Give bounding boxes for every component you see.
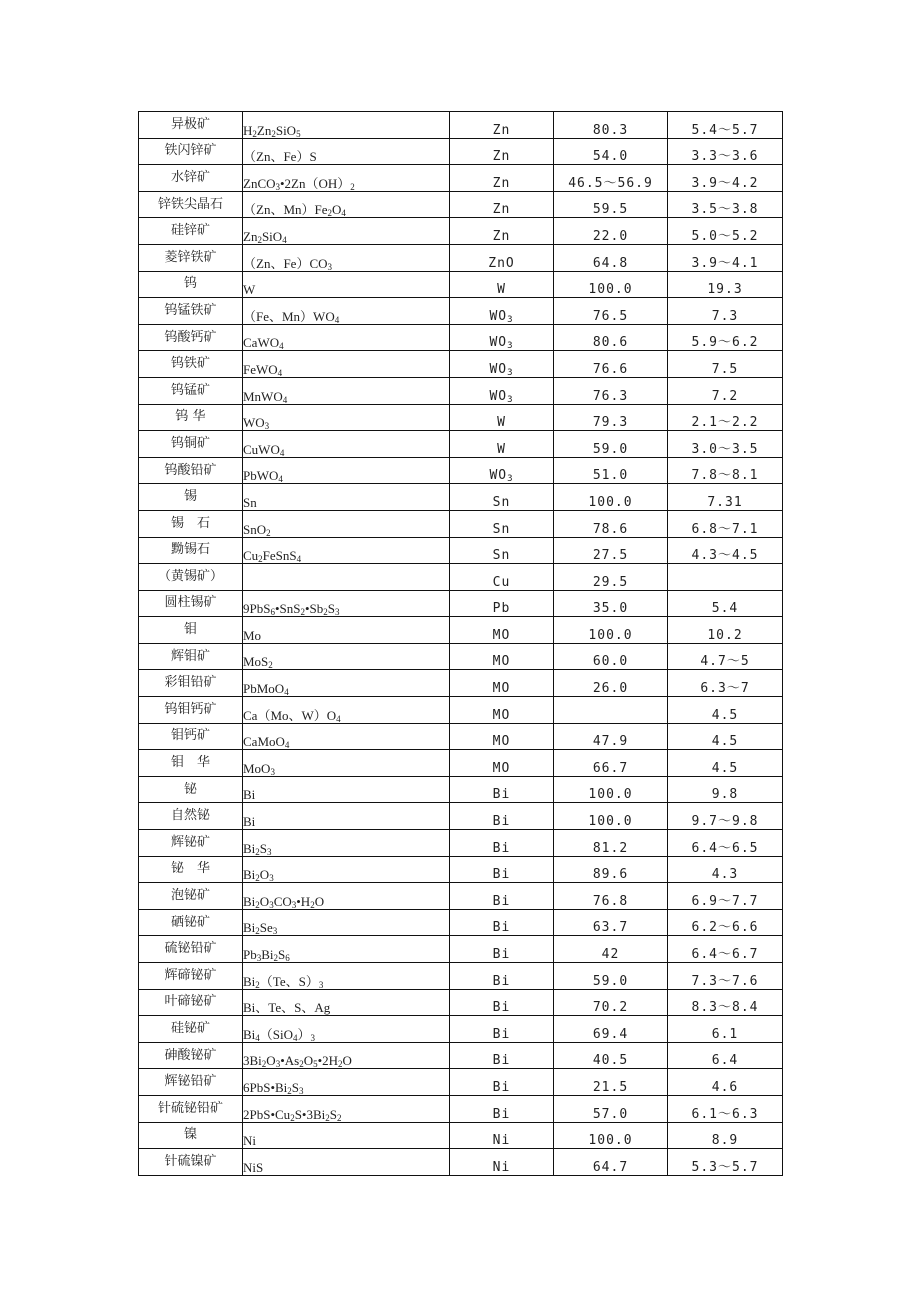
mineral-name: （黄锡矿） <box>139 564 243 591</box>
density-range: 4.5 <box>668 697 783 724</box>
density-range: 5.3～5.7 <box>668 1149 783 1176</box>
mineral-name: 钨锰铁矿 <box>139 298 243 325</box>
element-basis: MO <box>450 617 554 644</box>
table-row <box>139 750 783 777</box>
mineral-name: 辉钼矿 <box>139 643 243 670</box>
element-content: 80.3 <box>554 112 668 139</box>
density-range: 2.1～2.2 <box>668 404 783 431</box>
table-row <box>139 138 783 165</box>
mineral-name: 铋 <box>139 776 243 803</box>
element-content: 64.7 <box>554 1149 668 1176</box>
element-basis: Ni <box>450 1122 554 1149</box>
table-row <box>139 510 783 537</box>
density-range: 3.5～3.8 <box>668 191 783 218</box>
table-row <box>139 963 783 990</box>
element-content: 59.5 <box>554 191 668 218</box>
element-content: 76.8 <box>554 883 668 910</box>
density-range: 9.7～9.8 <box>668 803 783 830</box>
density-range: 8.3～8.4 <box>668 989 783 1016</box>
mineral-name: 水锌矿 <box>139 165 243 192</box>
mineral-name: 钼 <box>139 617 243 644</box>
density-range: 4.6 <box>668 1069 783 1096</box>
chemical-formula: $Bi_4(SiO_4)_3$ <box>243 1016 450 1043</box>
element-basis: Zn <box>450 112 554 139</box>
element-basis: Pb <box>450 590 554 617</box>
element-basis: W <box>450 271 554 298</box>
chemical-formula: $Cu_2FeSnS_4$ <box>243 537 450 564</box>
element-content: 79.3 <box>554 404 668 431</box>
element-content: 64.8 <box>554 244 668 271</box>
mineral-name: 钨铜矿 <box>139 431 243 458</box>
element-basis: Zn <box>450 218 554 245</box>
element-basis: Sn <box>450 484 554 511</box>
element-basis: W <box>450 404 554 431</box>
table-row <box>139 537 783 564</box>
chemical-formula: （Fe、$Mn)WO_4$ <box>243 298 450 325</box>
mineral-name: 辉铋矿 <box>139 830 243 857</box>
mineral-name: 锡 石 <box>139 510 243 537</box>
density-range: 4.3 <box>668 856 783 883</box>
table-row <box>139 883 783 910</box>
mineral-name: 针硫铋铅矿 <box>139 1095 243 1122</box>
density-range: 3.3～3.6 <box>668 138 783 165</box>
chemical-formula: Bi <box>243 803 450 830</box>
density-range: 6.4～6.7 <box>668 936 783 963</box>
mineral-name: 圆柱锡矿 <box>139 590 243 617</box>
element-basis: $WO_3$ <box>450 298 554 325</box>
element-basis: $WO_3$ <box>450 324 554 351</box>
element-basis: $WO_3$ <box>450 457 554 484</box>
element-basis: MO <box>450 697 554 724</box>
table-row <box>139 830 783 857</box>
element-content: 66.7 <box>554 750 668 777</box>
chemical-formula: $6PbS•Bi_2S_3$ <box>243 1069 450 1096</box>
element-content: 57.0 <box>554 1095 668 1122</box>
mineral-name: 异极矿 <box>139 112 243 139</box>
mineral-name: 钨铁矿 <box>139 351 243 378</box>
chemical-formula <box>243 564 450 591</box>
element-content: 100.0 <box>554 803 668 830</box>
element-basis: Bi <box>450 1042 554 1069</box>
table-row <box>139 697 783 724</box>
mineral-name: 叶碲铋矿 <box>139 989 243 1016</box>
mineral-name: 自然铋 <box>139 803 243 830</box>
density-range: 5.0～5.2 <box>668 218 783 245</box>
element-content: 100.0 <box>554 776 668 803</box>
element-content: 26.0 <box>554 670 668 697</box>
element-basis: Bi <box>450 1069 554 1096</box>
table-row <box>139 351 783 378</box>
chemical-formula: Bi <box>243 776 450 803</box>
element-basis: MO <box>450 723 554 750</box>
element-content: 89.6 <box>554 856 668 883</box>
table-row <box>139 590 783 617</box>
density-range <box>668 564 783 591</box>
chemical-formula: $2PbS•Cu_2S•3Bi_2S_2$ <box>243 1095 450 1122</box>
mineral-name: 钼钙矿 <box>139 723 243 750</box>
element-basis: MO <box>450 670 554 697</box>
chemical-formula: $ZnCO_3•2Zn(OH)_2$ <box>243 165 450 192</box>
density-range: 6.2～6.6 <box>668 909 783 936</box>
element-content: 21.5 <box>554 1069 668 1096</box>
element-basis: Bi <box>450 856 554 883</box>
table-row <box>139 324 783 351</box>
table-row <box>139 218 783 245</box>
element-content: 100.0 <box>554 1122 668 1149</box>
chemical-formula: SnO$_2$ <box>243 510 450 537</box>
mineral-name: 钼 华 <box>139 750 243 777</box>
mineral-name: 硫铋铅矿 <box>139 936 243 963</box>
density-range: 9.8 <box>668 776 783 803</box>
table-row <box>139 484 783 511</box>
chemical-formula: MoO$_3$ <box>243 750 450 777</box>
element-basis: MO <box>450 750 554 777</box>
table-row <box>139 404 783 431</box>
density-range: 6.4～6.5 <box>668 830 783 857</box>
density-range: 6.9～7.7 <box>668 883 783 910</box>
table-row <box>139 776 783 803</box>
mineral-name: 钨钼钙矿 <box>139 697 243 724</box>
table-row <box>139 643 783 670</box>
density-range: 10.2 <box>668 617 783 644</box>
density-range: 7.31 <box>668 484 783 511</box>
element-basis: Ni <box>450 1149 554 1176</box>
table-row <box>139 564 783 591</box>
chemical-formula: PbMoO$_4$ <box>243 670 450 697</box>
chemical-formula: $Bi_2S_3$ <box>243 830 450 857</box>
table-row <box>139 431 783 458</box>
density-range: 4.3～4.5 <box>668 537 783 564</box>
mineral-name: 钨锰矿 <box>139 377 243 404</box>
chemical-formula: Sn <box>243 484 450 511</box>
mineral-name: 菱锌铁矿 <box>139 244 243 271</box>
density-range: 4.5 <box>668 750 783 777</box>
element-content: 59.0 <box>554 431 668 458</box>
chemical-formula: PbWO$_4$ <box>243 457 450 484</box>
table-row <box>139 298 783 325</box>
density-range: 6.1 <box>668 1016 783 1043</box>
chemical-formula: Ni <box>243 1122 450 1149</box>
mineral-name: 钨酸铅矿 <box>139 457 243 484</box>
element-basis: Zn <box>450 138 554 165</box>
element-content: 100.0 <box>554 484 668 511</box>
element-content: 22.0 <box>554 218 668 245</box>
density-range: 6.3～7 <box>668 670 783 697</box>
density-range: 7.8～8.1 <box>668 457 783 484</box>
element-basis: Bi <box>450 936 554 963</box>
density-range: 3.9～4.1 <box>668 244 783 271</box>
element-basis: Bi <box>450 1016 554 1043</box>
chemical-formula: $WO_3$ <box>243 404 450 431</box>
table-row <box>139 191 783 218</box>
element-basis: Sn <box>450 510 554 537</box>
element-basis: MO <box>450 643 554 670</box>
element-content: 78.6 <box>554 510 668 537</box>
element-basis: Zn <box>450 191 554 218</box>
density-range: 7.5 <box>668 351 783 378</box>
mineral-name: 辉铋铅矿 <box>139 1069 243 1096</box>
density-range: 7.3～7.6 <box>668 963 783 990</box>
element-content: 76.3 <box>554 377 668 404</box>
density-range: 3.0～3.5 <box>668 431 783 458</box>
mineral-name: 辉碲铋矿 <box>139 963 243 990</box>
table-row <box>139 909 783 936</box>
element-content: 40.5 <box>554 1042 668 1069</box>
table-row <box>139 112 783 139</box>
table-row <box>139 377 783 404</box>
element-basis: Bi <box>450 883 554 910</box>
table-row <box>139 1122 783 1149</box>
mineral-name: 针硫镍矿 <box>139 1149 243 1176</box>
table-row <box>139 670 783 697</box>
chemical-formula: NiS <box>243 1149 450 1176</box>
chemical-formula: $Bi_2Se_3$ <box>243 909 450 936</box>
element-content: 59.0 <box>554 963 668 990</box>
mineral-name: 彩钼铅矿 <box>139 670 243 697</box>
chemical-formula: MoS$_2$ <box>243 643 450 670</box>
density-range: 3.9～4.2 <box>668 165 783 192</box>
chemical-formula: CuWO$_4$ <box>243 431 450 458</box>
chemical-formula: $9PbS_6•SnS_2•Sb_2S_3$ <box>243 590 450 617</box>
mineral-name: 镍 <box>139 1122 243 1149</box>
table-row <box>139 457 783 484</box>
chemical-formula: CaMoO$_4$ <box>243 723 450 750</box>
element-basis: $WO_3$ <box>450 377 554 404</box>
chemical-formula: $Bi_2O_3$ <box>243 856 450 883</box>
mineral-table-body <box>139 112 783 1176</box>
element-basis: Bi <box>450 803 554 830</box>
element-content: 81.2 <box>554 830 668 857</box>
mineral-name: 黝锡石 <box>139 537 243 564</box>
element-content: 47.9 <box>554 723 668 750</box>
chemical-formula: Ca（Mo、$W)O_4$ <box>243 697 450 724</box>
table-row <box>139 1016 783 1043</box>
chemical-formula: $Bi_2(Te$、$S)_3$ <box>243 963 450 990</box>
element-content: 42 <box>554 936 668 963</box>
table-row <box>139 244 783 271</box>
chemical-formula: W <box>243 271 450 298</box>
chemical-formula: Mo <box>243 617 450 644</box>
element-basis: $WO_3$ <box>450 351 554 378</box>
chemical-formula: （Zn、Fe）S <box>243 138 450 165</box>
density-range: 19.3 <box>668 271 783 298</box>
element-content: 60.0 <box>554 643 668 670</box>
mineral-name: 钨 <box>139 271 243 298</box>
chemical-formula: $3Bi_2O_3•As_2O_5•2H_2O$ <box>243 1042 450 1069</box>
density-range: 6.4 <box>668 1042 783 1069</box>
table-row <box>139 271 783 298</box>
density-range: 4.5 <box>668 723 783 750</box>
element-content: 76.5 <box>554 298 668 325</box>
element-basis: Bi <box>450 776 554 803</box>
mineral-name: 铋 华 <box>139 856 243 883</box>
element-basis: W <box>450 431 554 458</box>
chemical-formula: FeWO$_4$ <box>243 351 450 378</box>
density-range: 6.8～7.1 <box>668 510 783 537</box>
element-content: 46.5～56.9 <box>554 165 668 192</box>
element-basis: Bi <box>450 909 554 936</box>
table-row <box>139 1042 783 1069</box>
chemical-formula: $H_2Zn_2SiO_5$ <box>243 112 450 139</box>
density-range: 5.4～5.7 <box>668 112 783 139</box>
element-content: 54.0 <box>554 138 668 165</box>
table-row <box>139 723 783 750</box>
mineral-name: 钨酸钙矿 <box>139 324 243 351</box>
element-content <box>554 697 668 724</box>
element-content: 29.5 <box>554 564 668 591</box>
element-content: 69.4 <box>554 1016 668 1043</box>
element-basis: Bi <box>450 989 554 1016</box>
table-row <box>139 856 783 883</box>
density-range: 5.9～6.2 <box>668 324 783 351</box>
chemical-formula: （Zn、$Fe)CO_3$ <box>243 244 450 271</box>
density-range: 8.9 <box>668 1122 783 1149</box>
table-row <box>139 165 783 192</box>
mineral-name: 硅铋矿 <box>139 1016 243 1043</box>
mineral-name: 硒铋矿 <box>139 909 243 936</box>
chemical-formula: $Bi_2O_3CO_3•H_2O$ <box>243 883 450 910</box>
mineral-name: 泡铋矿 <box>139 883 243 910</box>
element-content: 100.0 <box>554 617 668 644</box>
table-row <box>139 989 783 1016</box>
table-row <box>139 1095 783 1122</box>
mineral-name: 锌铁尖晶石 <box>139 191 243 218</box>
element-content: 80.6 <box>554 324 668 351</box>
element-basis: Cu <box>450 564 554 591</box>
element-content: 70.2 <box>554 989 668 1016</box>
element-basis: Zn <box>450 165 554 192</box>
element-basis: Sn <box>450 537 554 564</box>
element-basis: ZnO <box>450 244 554 271</box>
chemical-formula: CaWO$_4$ <box>243 324 450 351</box>
chemical-formula: Bi、Te、S、Ag <box>243 989 450 1016</box>
chemical-formula: （Zn、$Mn)Fe_2O_4$ <box>243 191 450 218</box>
chemical-formula: $Zn_2SiO_4$ <box>243 218 450 245</box>
element-basis: Bi <box>450 1095 554 1122</box>
chemical-formula: $Pb_3Bi_2S_6$ <box>243 936 450 963</box>
table-row <box>139 936 783 963</box>
table-row <box>139 617 783 644</box>
mineral-table <box>138 111 783 1176</box>
mineral-name: 锡 <box>139 484 243 511</box>
mineral-name: 铁闪锌矿 <box>139 138 243 165</box>
table-row <box>139 1149 783 1176</box>
mineral-name: 砷酸铋矿 <box>139 1042 243 1069</box>
chemical-formula: MnWO$_4$ <box>243 377 450 404</box>
element-basis: Bi <box>450 830 554 857</box>
table-row <box>139 803 783 830</box>
element-content: 100.0 <box>554 271 668 298</box>
element-content: 51.0 <box>554 457 668 484</box>
element-content: 76.6 <box>554 351 668 378</box>
element-content: 27.5 <box>554 537 668 564</box>
density-range: 7.3 <box>668 298 783 325</box>
element-basis: Bi <box>450 963 554 990</box>
element-content: 35.0 <box>554 590 668 617</box>
mineral-name: 硅锌矿 <box>139 218 243 245</box>
element-content: 63.7 <box>554 909 668 936</box>
mineral-name: 钨 华 <box>139 404 243 431</box>
table-row <box>139 1069 783 1096</box>
density-range: 5.4 <box>668 590 783 617</box>
density-range: 4.7～5 <box>668 643 783 670</box>
density-range: 7.2 <box>668 377 783 404</box>
density-range: 6.1～6.3 <box>668 1095 783 1122</box>
